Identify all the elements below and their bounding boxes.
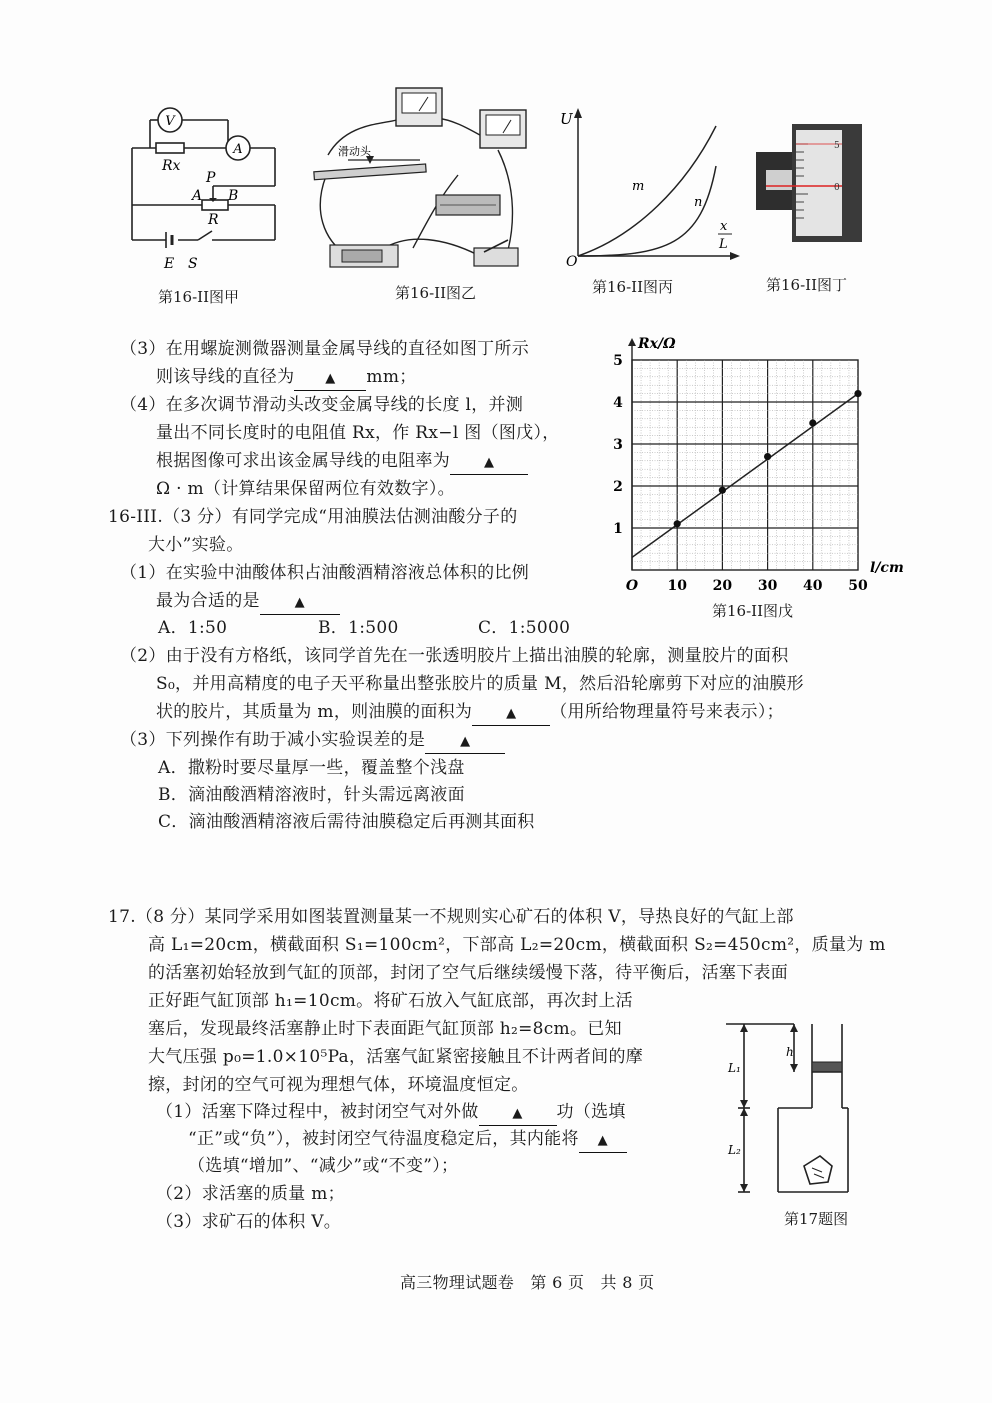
apparatus-photo-yi: [308, 80, 540, 278]
page-footer: 高三物理试题卷 第 6 页 共 8 页: [400, 1273, 655, 1292]
q16iii-p1-line2: 最为合适的是 ▲: [156, 590, 340, 615]
q16ii-p4-line3: 根据图像可求出该金属导线的电阻率为 ▲: [156, 450, 528, 475]
y-axis-label: Rx/Ω: [638, 336, 676, 352]
x-tick-label: 40: [803, 578, 823, 594]
option-b-ratio: B．1:500: [318, 618, 399, 638]
origin-label: O: [566, 254, 578, 266]
q17-sub1-line2: “正”或“负”），被封闭空气待温度稳定后，其内能将 ▲: [188, 1128, 627, 1153]
y-axis-arrow: [628, 338, 636, 346]
label-a-end: A: [192, 188, 203, 204]
x-axis-label: l/cm: [870, 560, 904, 576]
data-point: [764, 453, 771, 460]
q16iii-p2-line1: （2）由于没有方格纸，该同学首先在一张透明胶片上描出油膜的轮廓，测量胶片的面积: [120, 646, 789, 666]
caption-jia: 第16-II图甲: [158, 288, 240, 306]
x-tick-label: 30: [757, 578, 778, 594]
q17-line1: 17.（8 分）某同学采用如图装置测量某一不规则实心矿石的体积 V，导热良好的气缸上部: [108, 907, 794, 927]
answer-blank-area[interactable]: ▲: [472, 701, 550, 726]
y-tick-label: 2: [613, 479, 623, 495]
q16ii-p4-line4: Ω · m（计算结果保留两位有效数字）。: [156, 479, 455, 499]
caption-bing: 第16-II图丙: [592, 278, 674, 296]
data-point: [854, 390, 861, 397]
x-label-den: L: [719, 237, 728, 252]
option-a-ratio: A．1:50: [158, 618, 228, 638]
x-tick-label: 10: [667, 578, 687, 594]
plot-area: [632, 360, 858, 570]
q17-sub3: （3）求矿石的体积 V。: [156, 1212, 342, 1232]
q16ii-p4-line1: （4）在多次调节滑动头改变金属导线的长度 l，并测: [120, 395, 524, 415]
q17-sub1-line3: （选填“增加”、“减少”或“不变”）；: [188, 1156, 459, 1176]
q16ii-p3-text: 则该导线的直径为: [156, 367, 295, 387]
q16ii-p3-line2: 则该导线的直径为 ▲ mm；: [156, 366, 417, 391]
answer-blank-resistivity[interactable]: ▲: [450, 450, 528, 475]
label-rx: Rx: [162, 158, 181, 174]
label-b-end: B: [228, 188, 239, 204]
cylinder-diagram-17: [724, 1016, 870, 1200]
data-point: [809, 419, 816, 426]
y-tick-label: 4: [613, 395, 623, 411]
slider-label: 滑动头: [338, 145, 371, 158]
x-tick-label: 20: [712, 578, 733, 594]
q17-line2: 高 L₁=20cm，横截面积 S₁=100cm²，下部高 L₂=20cm，横截面积 S₂=450cm²，质量为 m: [148, 935, 886, 955]
q17-line5: 塞后，发现最终活塞静止时下表面距气缸顶部 h₂=8cm。已知: [148, 1019, 622, 1039]
label-v: V: [165, 114, 175, 129]
label-p: P: [206, 170, 216, 186]
piston: [812, 1062, 842, 1072]
option-a-error: A．撒粉时要尽量厚一些，覆盖整个浅盘: [158, 758, 465, 778]
micrometer-photo-ding: [756, 124, 862, 242]
answer-blank-work-sign[interactable]: ▲: [479, 1101, 557, 1126]
q17-line6: 大气压强 p₀=1.0×10⁵Pa，活塞气缸紧密接触且不计两者间的摩: [148, 1047, 644, 1067]
q16iii-p2-line3: 状的胶片，其质量为 m，则油膜的面积为 ▲ （用所给物理量符号来表示）；: [156, 701, 784, 726]
y-tick-label: 5: [613, 353, 623, 369]
label-e: E: [164, 256, 175, 272]
label-r: R: [208, 212, 219, 228]
h-label: h: [786, 1045, 794, 1059]
q16iii-p3-line: （3）下列操作有助于减小实验误差的是 ▲: [120, 729, 505, 754]
option-b-error: B．滴油酸酒精溶液时，针头需远离液面: [158, 785, 465, 805]
q17-line4: 正好距气缸顶部 h₁=10cm。将矿石放入气缸底部，再次封上活: [148, 991, 633, 1011]
label-a: A: [233, 142, 243, 157]
scale-top-label: 5: [834, 141, 840, 151]
circuit-diagram-jia: [120, 100, 290, 280]
option-c-error: C．滴油酸酒精溶液后需待油膜稳定后再测其面积: [158, 812, 535, 832]
answer-blank-internal-energy[interactable]: ▲: [579, 1128, 627, 1153]
scale-mid-label: 0: [834, 183, 840, 193]
rheostat-symbol: [202, 200, 228, 210]
x-label-num: x: [720, 219, 728, 234]
resistor-rx-symbol: [156, 143, 184, 153]
option-c-ratio: C．1:5000: [478, 618, 571, 638]
caption-17: 第17题图: [784, 1210, 849, 1228]
y-tick-label: 3: [613, 437, 623, 453]
answer-blank-ratio[interactable]: ▲: [260, 590, 340, 615]
caption-yi: 第16-II图乙: [395, 284, 477, 302]
q16iii-head-2: 大小”实验。: [148, 535, 244, 555]
answer-blank-error[interactable]: ▲: [425, 729, 505, 754]
q16ii-p4-line2: 量出不同长度时的电阻值 Rx，作 Rx−l 图（图戊），: [156, 423, 560, 443]
data-point: [719, 487, 726, 494]
q17-line3: 的活塞初始轻放到气缸的顶部，封闭了空气后继续缓慢下落，待平衡后，活塞下表面: [148, 963, 789, 983]
l2-label: L₂: [728, 1143, 741, 1157]
q17-sub1-line1: （1）活塞下降过程中，被封闭空气对外做 ▲ 功（选填: [156, 1101, 626, 1126]
q17-sub2: （2）求活塞的质量 m；: [156, 1184, 345, 1204]
q16iii-p1-line1: （1）在实验中油酸体积占油酸酒精溶液总体积的比例: [120, 563, 530, 583]
rx-l-chart: [600, 330, 910, 600]
curve-n-label: n: [694, 195, 703, 210]
l1-label: L₁: [728, 1061, 741, 1075]
caption-wu: 第16-II图戊: [712, 602, 794, 620]
q16ii-p3-line1: （3）在用螺旋测微器测量金属导线的直径如图丁所示: [120, 339, 530, 359]
y-tick-label: 1: [613, 521, 623, 537]
curve-m-label: m: [632, 179, 645, 194]
caption-ding: 第16-II图丁: [766, 276, 848, 294]
data-point: [674, 520, 681, 527]
answer-blank-diameter[interactable]: ▲: [294, 366, 366, 391]
q16iii-p2-line2: S₀，并用高精度的电子天平称量出整张胶片的质量 M，然后沿轮廓剪下对应的油膜形: [156, 674, 804, 694]
q17-line7: 擦，封闭的空气可视为理想气体，环境温度恒定。: [148, 1075, 529, 1095]
x-tick-label: O: [625, 578, 639, 594]
label-s: S: [188, 256, 198, 272]
x-tick-label: 50: [848, 578, 868, 594]
ux-graph-bing: [556, 106, 746, 266]
q16iii-head-1: 16-III.（3 分）有同学完成“用油膜法估测油酸分子的: [108, 507, 518, 527]
y-label-u: U: [560, 110, 573, 128]
